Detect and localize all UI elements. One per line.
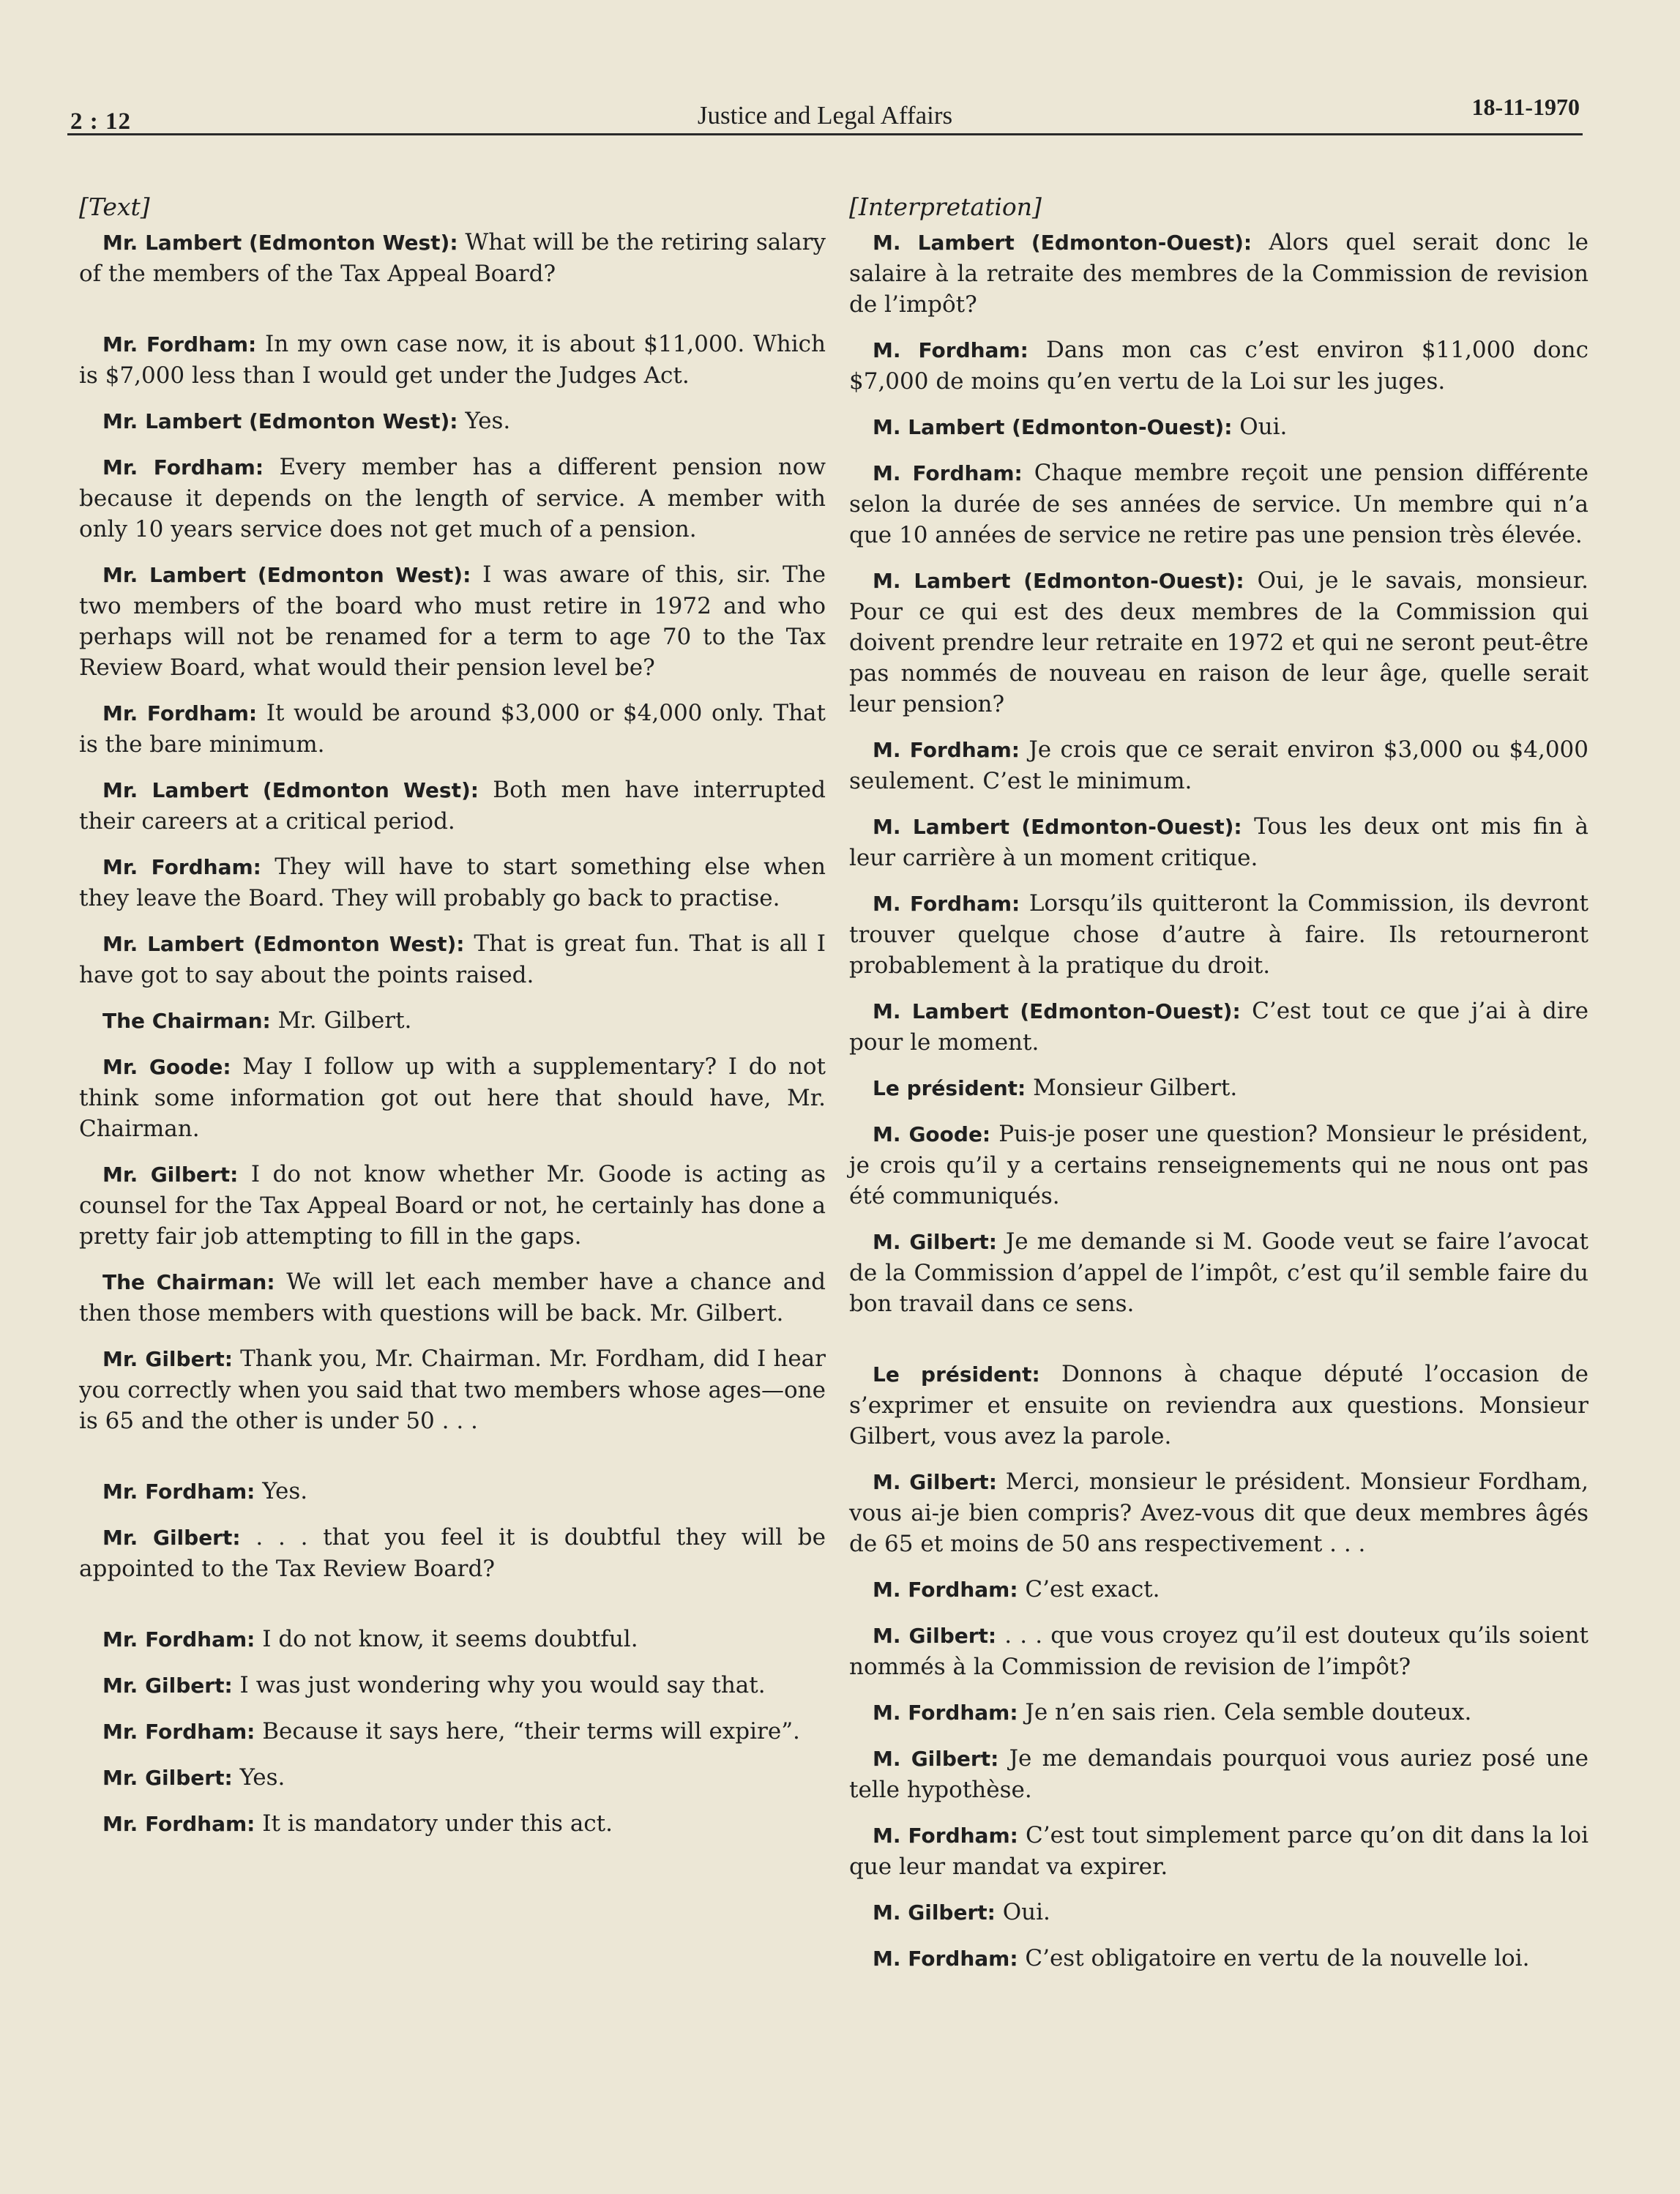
speaker-name: Mr. Fordham: — [102, 1480, 255, 1504]
transcript-paragraph — [849, 1943, 1588, 1974]
speaker-name: Mr. Lambert (Edmonton West): — [102, 231, 458, 255]
speech-text: Je me demande si M. Goode veut se faire l’avocat de la Commission d’appel de l’impôt, c’est qu’il semble faire du bon travail dans ce sens. — [849, 1228, 1588, 1317]
speaker-name: M. Fordham: — [873, 738, 1020, 762]
transcript-paragraph — [79, 1670, 826, 1701]
transcript-paragraph — [79, 1762, 826, 1794]
speech-text: Yes. — [262, 1478, 308, 1504]
transcript-paragraph — [79, 1343, 826, 1436]
transcript-paragraph — [79, 928, 826, 990]
transcript-paragraph — [79, 227, 826, 289]
speech-text: I do not know whether Mr. Goode is acting as counsel for the Tax Appeal Board or not, he certainly has done a pretty fair job attempting to fill in the gaps. — [79, 1161, 826, 1250]
speech-text: Puis-je poser une question? Monsieur le président, je crois qu’il y a certains renseignements qui ne nous ont pas été communiqués. — [849, 1121, 1589, 1209]
speaker-name: Mr. Goode: — [102, 1055, 231, 1079]
paragraph-spacer — [79, 1599, 826, 1624]
speaker-name: M. Lambert (Edmonton-Ouest): — [873, 569, 1244, 593]
speech-text: What will be the retiring salary of the members of the Tax Appeal Board? — [79, 229, 826, 287]
speaker-name: Mr. Fordham: — [102, 455, 264, 480]
speech-text: . . . that you feel it is doubtful they will be appointed to the Tax Review Board? — [79, 1524, 826, 1582]
transcript-paragraph — [849, 1226, 1588, 1319]
speech-text: Dans mon cas c’est environ $11,000 donc $7,000 de moins qu’en vertu de la Loi sur les juges. — [849, 337, 1588, 395]
speech-text: . . . que vous croyez qu’il est douteux qu’ils soient nommés à la Commission de revision de l’impôt? — [849, 1622, 1588, 1680]
speech-text: Je n’en sais rien. Cela semble douteux. — [1025, 1699, 1472, 1725]
speech-text: Oui. — [1239, 414, 1288, 440]
speech-text: Every member has a different pension now because it depends on the length of service. A member with only 10 years service does not get much of a pension. — [79, 454, 826, 542]
transcript-paragraph — [79, 698, 826, 760]
speaker-name: Mr. Lambert (Edmonton West): — [102, 778, 479, 802]
speaker-name: Mr. Gilbert: — [102, 1766, 233, 1790]
transcript-paragraph — [79, 1476, 826, 1507]
speaker-name: M. Fordham: — [873, 461, 1023, 485]
transcript-paragraph — [79, 1808, 826, 1840]
page-header — [67, 89, 1583, 135]
speech-text: C’est exact. — [1025, 1576, 1160, 1602]
section-label: [Interpretation] — [849, 193, 1042, 221]
speaker-name: Mr. Fordham: — [102, 332, 257, 357]
speaker-name: M. Gilbert: — [873, 1900, 996, 1925]
transcript-paragraph — [849, 811, 1588, 873]
speech-text: It would be around $3,000 or $4,000 only. That is the bare minimum. — [79, 700, 826, 758]
speech-text: I do not know, it seems doubtful. — [262, 1626, 638, 1652]
running-title: Justice and Legal Affairs — [697, 101, 953, 130]
transcript-paragraph — [79, 452, 826, 545]
speech-text: Je crois que ce serait environ $3,000 ou $4,000 seulement. C’est le minimum. — [849, 736, 1589, 794]
speech-text: C’est tout simplement parce qu’on dit dans la loi que leur mandat va expirer. — [849, 1822, 1588, 1880]
transcript-paragraph — [849, 888, 1588, 981]
speaker-name: M. Fordham: — [873, 1701, 1018, 1725]
speaker-name: Le président: — [873, 1362, 1040, 1387]
speech-text: Merci, monsieur le président. Monsieur Fordham, vous ai-je bien compris? Avez-vous dit que deux membres âgés de 65 et moins de 50 ans respectivement . . . — [849, 1469, 1588, 1557]
speech-text: We will let each member have a chance and then those members with questions will be back. Mr. Gilbert. — [79, 1269, 826, 1327]
speaker-name: M. Lambert (Edmonton-Ouest): — [873, 815, 1242, 839]
transcript-paragraph — [849, 458, 1588, 551]
speaker-name: Mr. Fordham: — [102, 701, 258, 725]
transcript-paragraph — [849, 1697, 1588, 1728]
transcript-paragraph — [79, 1624, 826, 1655]
speaker-name: Mr. Gilbert: — [102, 1674, 233, 1698]
transcript-paragraph — [79, 775, 826, 837]
speech-text: Yes. — [465, 408, 511, 434]
speaker-name: Mr. Fordham: — [102, 855, 261, 879]
transcript-paragraph — [849, 996, 1588, 1058]
speaker-name: The Chairman: — [102, 1270, 275, 1294]
page-number: 2 : 12 — [70, 108, 131, 135]
transcript-paragraph — [79, 559, 826, 683]
transcript-paragraph — [79, 1522, 826, 1584]
speaker-name: Mr. Gilbert: — [102, 1163, 239, 1187]
transcript-paragraph — [79, 1716, 826, 1747]
speech-text: Donnons à chaque député l’occasion de s’exprimer et ensuite on reviendra aux questions. Monsieur Gilbert, vous avez la parole. — [849, 1361, 1589, 1449]
transcript-paragraph — [849, 1620, 1588, 1682]
transcript-paragraph — [79, 1159, 826, 1252]
transcript-paragraph — [849, 335, 1588, 397]
speech-text: Monsieur Gilbert. — [1033, 1075, 1238, 1101]
speech-text: C’est tout ce que j’ai à dire pour le moment. — [849, 998, 1588, 1056]
speaker-name: M. Lambert (Edmonton-Ouest): — [873, 231, 1252, 255]
speaker-name: Mr. Gilbert: — [102, 1347, 233, 1371]
speaker-name: Mr. Gilbert: — [102, 1526, 241, 1550]
speaker-name: Mr. Fordham: — [102, 1720, 255, 1744]
transcript-paragraph — [79, 1005, 826, 1037]
transcript-paragraph — [849, 734, 1588, 796]
speech-text: Both men have interrupted their careers at a critical period. — [79, 777, 826, 835]
transcript-paragraph — [849, 1743, 1588, 1805]
page-date: 18-11-1970 — [1471, 94, 1580, 120]
speaker-name: Le président: — [873, 1076, 1026, 1100]
speech-text: Tous les deux ont mis fin à leur carrière à un moment critique. — [849, 813, 1589, 871]
speech-text: Thank you, Mr. Chairman. Mr. Fordham, did I hear you correctly when you said that two members whose ages—one is 65 and the other is under 50 . . . — [79, 1346, 826, 1434]
speech-text: They will have to start something else when they leave the Board. They will probably go back to practise. — [79, 854, 826, 911]
speech-text: Oui. — [1002, 1899, 1050, 1925]
english-column — [79, 192, 826, 1854]
paragraph-spacer — [849, 1334, 1588, 1359]
speech-text: Chaque membre reçoit une pension différente selon la durée de ses années de service. Un membre qui n’a que 10 années de service ne retire pas une pension très élevée. — [849, 460, 1589, 548]
speaker-name: M. Fordham: — [873, 892, 1020, 916]
speaker-name: Mr. Lambert (Edmonton West): — [102, 932, 465, 956]
speaker-name: Mr. Fordham: — [102, 1812, 255, 1836]
speech-text: In my own case now, it is about $11,000. Which is $7,000 less than I would get under the Judges Act. — [79, 331, 826, 389]
speech-text: It is mandatory under this act. — [262, 1810, 613, 1837]
paragraph-spacer — [79, 1451, 826, 1476]
transcript-paragraph — [79, 1051, 826, 1144]
speaker-name: M. Lambert (Edmonton-Ouest): — [873, 415, 1233, 439]
transcript-paragraph — [79, 406, 826, 437]
speaker-name: M. Fordham: — [873, 1947, 1018, 1971]
transcript-paragraph — [79, 329, 826, 391]
speaker-name: The Chairman: — [102, 1009, 271, 1033]
transcript-paragraph — [849, 1072, 1588, 1104]
speaker-name: M. Lambert (Edmonton-Ouest): — [873, 999, 1241, 1023]
transcript-paragraph — [849, 1359, 1588, 1452]
transcript-paragraph — [849, 1466, 1588, 1559]
speech-text: Yes. — [239, 1764, 285, 1791]
speech-text: Lorsqu’ils quitteront la Commission, ils devront trouver quelque chose d’autre à faire. Ils retourneront probablement à la pratique du droit. — [849, 890, 1588, 979]
speech-text: I was just wondering why you would say that. — [239, 1672, 766, 1698]
transcript-paragraph — [849, 1574, 1588, 1605]
speaker-name: Mr. Lambert (Edmonton West): — [102, 409, 458, 433]
speech-text: May I follow up with a supplementary? I do not think some information got out here that should have, Mr. Chairman. — [79, 1053, 826, 1142]
paragraph-spacer — [79, 304, 826, 329]
speaker-name: M. Fordham: — [873, 338, 1028, 362]
speech-text: Je me demandais pourquoi vous auriez posé une telle hypothèse. — [849, 1745, 1588, 1803]
transcript-paragraph — [849, 411, 1588, 443]
transcript-paragraph — [849, 1820, 1588, 1882]
speech-text: Oui, je le savais, monsieur. Pour ce qui est des deux membres de la Commission qui doivent prendre leur retraite en 1972 et qui ne seront peut-être pas nommés de nouveau en raison de leur âge, quelle serait leur pension? — [849, 567, 1588, 717]
transcript-paragraph — [849, 227, 1588, 320]
speaker-name: M. Gilbert: — [873, 1470, 997, 1494]
transcript-paragraph — [79, 1266, 826, 1329]
section-label: [Text] — [79, 193, 150, 221]
speaker-name: M. Gilbert: — [873, 1624, 997, 1648]
transcript-paragraph — [79, 851, 826, 914]
speaker-name: M. Goode: — [873, 1122, 991, 1146]
transcript-paragraph — [849, 1897, 1588, 1928]
speech-text: Alors quel serait donc le salaire à la retraite des membres de la Commission de revision de l’impôt? — [849, 229, 1588, 318]
speech-text: C’est obligatoire en vertu de la nouvelle loi. — [1025, 1945, 1530, 1971]
speaker-name: Mr. Lambert (Edmonton West): — [102, 563, 471, 587]
speaker-name: M. Fordham: — [873, 1824, 1018, 1848]
speaker-name: M. Fordham: — [873, 1578, 1018, 1602]
speech-text: That is great fun. That is all I have got to say about the points raised. — [79, 930, 826, 988]
speech-text: Mr. Gilbert. — [277, 1007, 412, 1034]
speaker-name: Mr. Fordham: — [102, 1627, 255, 1652]
speaker-name: M. Gilbert: — [873, 1747, 999, 1771]
speaker-name: M. Gilbert: — [873, 1230, 997, 1254]
speech-text: Because it says here, “their terms will expire”. — [262, 1718, 800, 1745]
transcript-paragraph — [849, 1119, 1588, 1212]
transcript-paragraph — [849, 565, 1588, 720]
french-column — [849, 192, 1588, 1989]
speech-text: I was aware of this, sir. The two members of the board who must retire in 1972 and who perhaps will not be renamed for a term to age 70 to the Tax Review Board, what would their pension level be? — [79, 561, 826, 681]
